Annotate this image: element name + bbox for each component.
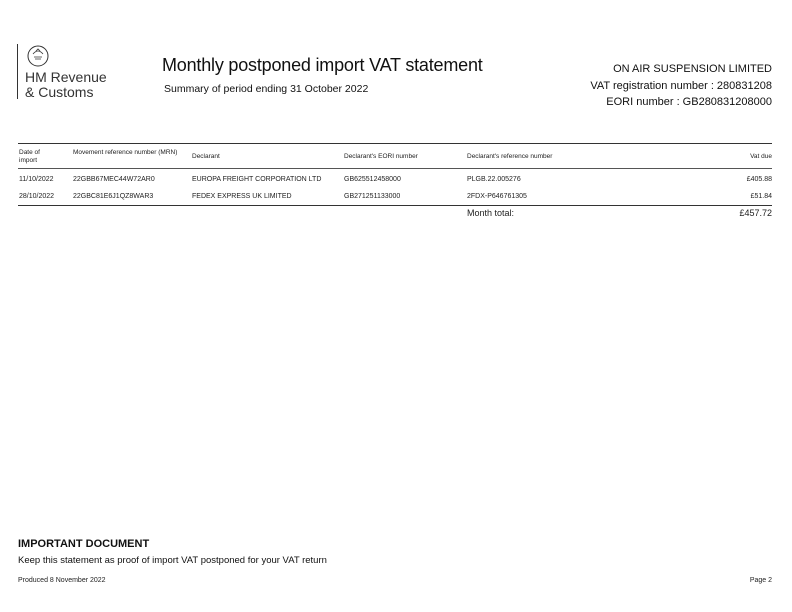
period-subtitle: Summary of period ending 31 October 2022 xyxy=(164,83,369,95)
row2-reference: 2FDX-P646761305 xyxy=(467,193,527,200)
row1-reference: PLGB.22.005276 xyxy=(467,176,521,183)
row2-vat-due: £51.84 xyxy=(750,193,772,200)
col-header-eori: Declarant's EORI number xyxy=(344,153,418,160)
royal-crest-icon xyxy=(25,44,51,68)
important-document-heading: IMPORTANT DOCUMENT xyxy=(18,538,150,550)
row2-mrn: 22GBC81E6J1QZ8WAR3 xyxy=(73,193,154,200)
month-total-label: Month total: xyxy=(467,208,515,218)
produced-date: Produced 8 November 2022 xyxy=(18,577,106,584)
company-name: ON AIR SUSPENSION LIMITED xyxy=(613,63,772,75)
header-rule xyxy=(18,168,772,169)
table-bottom-rule xyxy=(18,205,772,206)
month-total-value: £457.72 xyxy=(739,208,772,218)
row1-mrn: 22GBB67MEC44W72AR0 xyxy=(73,176,155,183)
logo-line-2: & Customs xyxy=(25,84,94,100)
page-number: Page 2 xyxy=(749,577,772,584)
row1-eori: GB625512458000 xyxy=(344,176,401,183)
col-header-reference: Declarant's reference number xyxy=(467,153,553,160)
logo-line-1: HM Revenue xyxy=(25,69,107,85)
row1-date: 11/10/2022 xyxy=(19,176,54,183)
row2-eori: GB271251133000 xyxy=(344,193,401,200)
table-top-rule xyxy=(18,143,772,144)
row1-declarant: EUROPA FREIGHT CORPORATION LTD xyxy=(192,176,322,183)
logo-divider xyxy=(17,44,18,99)
col-header-date: Date of import xyxy=(19,149,40,164)
page-title: Monthly postponed import VAT statement xyxy=(162,55,483,75)
col-header-mrn: Movement reference number (MRN) xyxy=(73,149,178,156)
row2-date: 28/10/2022 xyxy=(19,193,55,200)
eori-number: EORI number : GB280831208000 xyxy=(606,96,772,108)
vat-registration-number: VAT registration number : 280831208 xyxy=(590,80,772,92)
hmrc-logo-text xyxy=(25,70,107,100)
col-header-vat-due: Vat due xyxy=(750,153,772,160)
col-header-declarant: Declarant xyxy=(192,153,220,160)
row2-declarant: FEDEX EXPRESS UK LIMITED xyxy=(192,193,292,200)
row1-vat-due: £405.88 xyxy=(746,176,772,183)
important-document-text: Keep this statement as proof of import VAT postponed for your VAT return xyxy=(18,555,327,566)
